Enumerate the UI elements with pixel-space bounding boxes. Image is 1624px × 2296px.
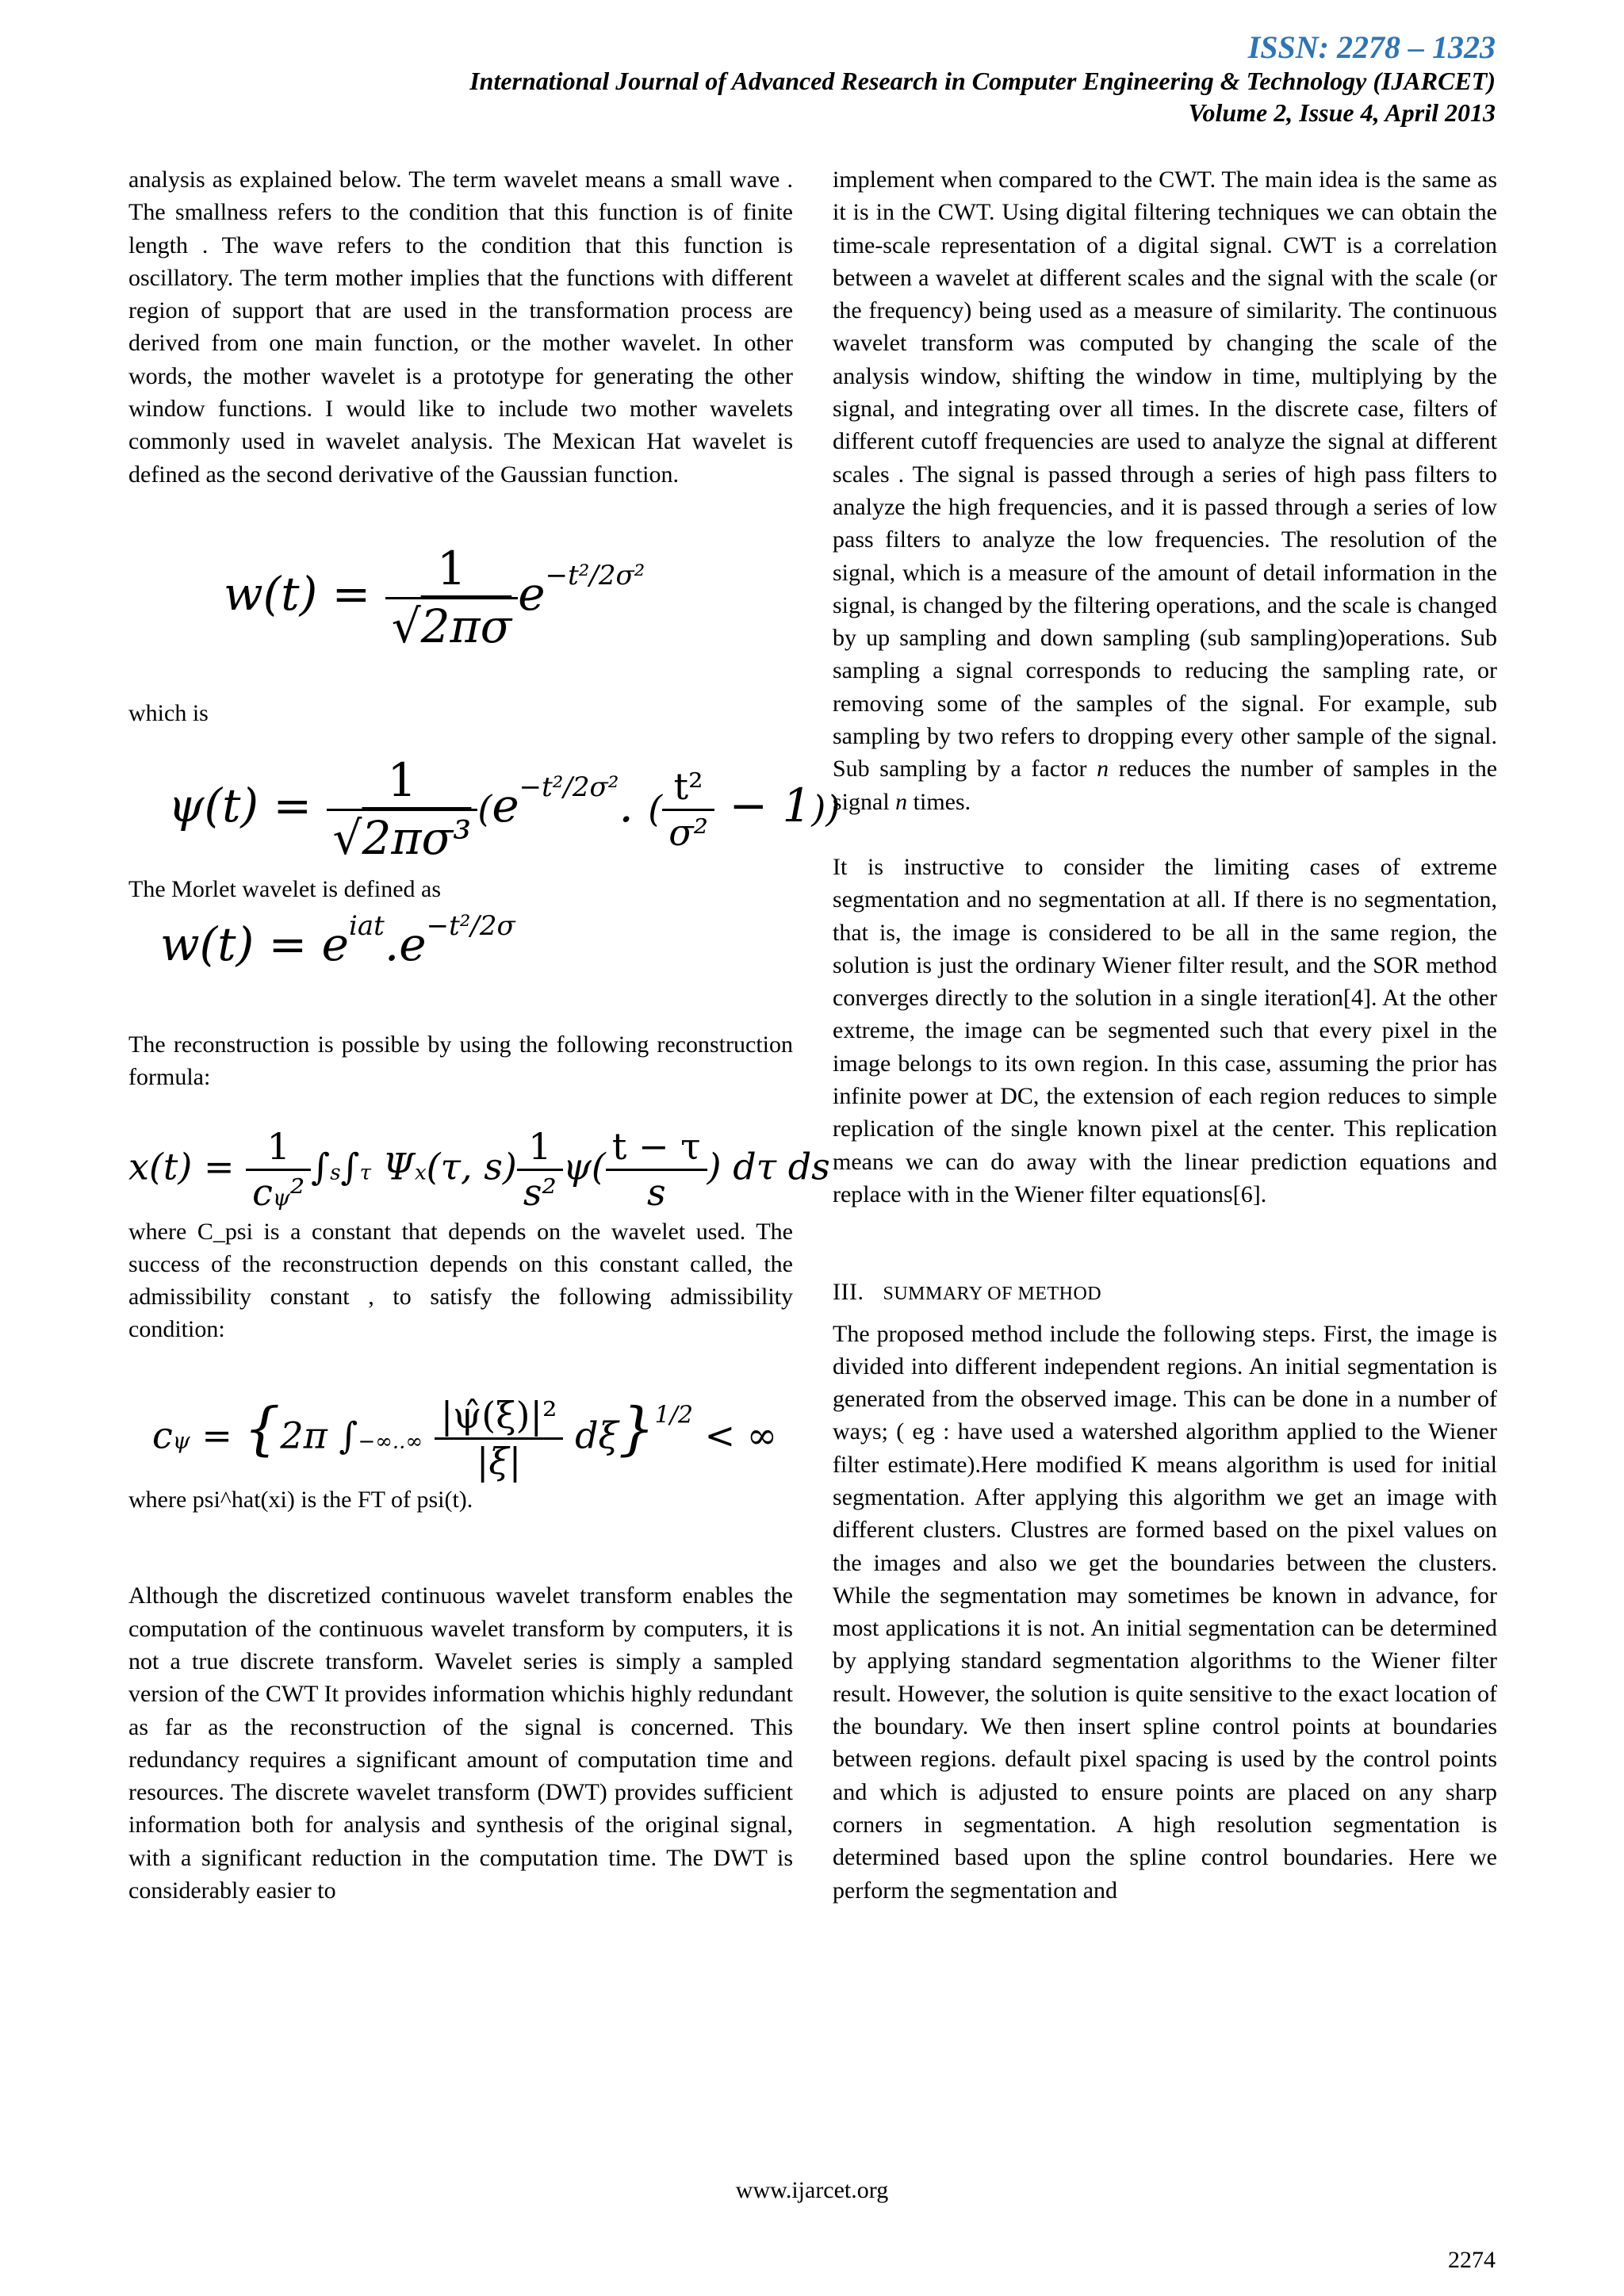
- equation-reconstruction: x(t) = $\frac{1}{\text{cψ²}}$ ∫s∫τ Ψx(τ, s) $\frac{1}{\text{s²}}$ ψ( $\frac{t - \tau}{s}$ ) dτ ds: [128, 1125, 830, 1215]
- text-psi-hat: where psi^hat(xi) is the FT of psi(t).: [128, 1487, 473, 1513]
- text-which-is: which is: [128, 700, 209, 727]
- paragraph-cwt-dwt: [833, 163, 1497, 818]
- issn-label: ISSN: 2278 – 1323: [1247, 29, 1496, 65]
- text-morlet-intro: The Morlet wavelet is defined as: [128, 875, 442, 902]
- left-column: [128, 163, 841, 1907]
- equation-mexican-hat: w(t) = $\frac{1}{√2\pi\sigma}$ $e^{-t^2/2\sigma^2}$: [224, 541, 645, 653]
- paragraph-cwt-text: implement when compared to the CWT. The main idea is the same as it is in the CWT. Using digital filtering techniques we can obtain the time-scale representation of a digital signal. CWT is a correlation between a wavelet at different scales and the signal with the scale (or the frequency) being used as a measure of similarity. The continuous wavelet transform was computed by changing the scale of the analysis window, shifting the window in time, multiplying by the signal, and integrating over all times. In the discrete case, filters of different cutoff frequencies are used to analyze the signal at different scales . The signal is passed through a series of high pass filters to analyze the high frequencies, and it is passed through a series of low pass filters to analyze the low frequencies. The resolution of the signal, which is a measure of the amount of detail information in the signal, is changed by the filtering operations, and the scale is changed by up sampling and down sampling (sub sampling)operations. Sub sampling a signal corresponds to reducing the sampling rate, or removing some of the samples of the signal. For example, sub sampling by two refers to dropping every other sample of the signal. Sub sampling by a factor: [833, 166, 1497, 783]
- section-title: SUMMARY OF METHOD: [883, 1284, 1102, 1305]
- equation-morlet: $w(t) = e^{iat}.e^{-t^2/2\sigma}$: [160, 909, 515, 971]
- variable-n: n: [895, 788, 908, 815]
- section-number: III.: [833, 1279, 864, 1306]
- section-heading: [833, 1276, 1497, 1311]
- paragraph-limiting-cases: It is instructive to consider the limiting cases of extreme segmentation and no segmentation at all. If there is no segmentation, that is, the image is considered to be all in the same region, the solution is just the ordinary Wiener filter result, and the SOR method converges directly to the solution in a single iteration[4]. At the other extreme, the image can be segmented such that every pixel in the image belongs to its own region. In this case, assuming the prior has infinite power at DC, the extension of each region reduces to simple replication of the single known pixel at the center. This replication means we can do away with the linear prediction equations and replace with in the Wiener filter equations[6].: [833, 853, 1497, 1207]
- paragraph-cwt-mid: reduces the number of samples in the signal: [833, 756, 1498, 815]
- volume-issue: Volume 2, Issue 4, April 2013: [1188, 98, 1496, 127]
- equation-admissibility: cψ = {2π ∫−∞..∞ $\frac{\text{|ψ̂(ξ)|²}}{|\xi|}$ dξ}$^{1/2}$ < ∞: [152, 1393, 778, 1483]
- equation-psi: ψ(t) = $\frac{1}{\text{√2πσ³}}$ ($e^{-t^2/2\sigma^2}$. ( $\frac{\text{t²}}{\text{σ²}}$ − 1)): [168, 753, 841, 866]
- page-number: 2274: [1448, 2247, 1496, 2273]
- paragraph-cwt-end: times.: [913, 788, 971, 815]
- journal-title: International Journal of Advanced Research in Computer Engineering & Technology (IJARCET): [469, 67, 1496, 95]
- paragraph-dwt: Although the discretized continuous wavelet transform enables the computation of the continuous wavelet transform by computers, it is not a true discrete transform. Wavelet series is simply a sampled version of the CWT It provides information whichis highly redundant as far as the reconstruction of the signal is concerned. This redundancy requires a significant amount of computation time and resources. The discrete wavelet transform (DWT) provides sufficient information both for analysis and synthesis of the original signal, with a significant reduction in the computation time. The DWT is considerably easier to: [128, 1582, 793, 1904]
- paragraph-wavelet-intro: analysis as explained below. The term wavelet means a small wave . The smallness refers to the condition that this function is of finite length . The wave refers to the condition that this function is oscillatory. The term mother implies that the functions with different region of support that are used in the transformation process are derived from one main function, or the mother wavelet. In other words, the mother wavelet is a prototype for generating the other window functions. I would like to include two mother wavelets commonly used in wavelet analysis. The Mexican Hat wavelet is defined as the second derivative of the Gaussian function.: [128, 166, 793, 488]
- footer-url: www.ijarcet.org: [735, 2177, 889, 2203]
- right-column: [833, 163, 1497, 1907]
- paragraph-method: The proposed method include the following steps. First, the image is divided into different independent regions. An initial segmentation is generated from the observed image. This can be done in a number of ways; ( eg : have used a watershed algorithm applied to the Wiener filter estimate).Here modified K means algorithm is used for initial segmentation. After applying this algorithm we get an image with different clusters. Clustres are formed based on the pixel values on the images and also we get the boundaries between the clusters. While the segmentation may sometimes be known in advance, for most applications it is not. An initial segmentation can be determined by applying standard segmentation algorithms to the Wiener filter result. However, the solution is quite sensitive to the exact location of the boundary. We then insert spline control points at boundaries between regions. default pixel spacing is used by the control points and which is adjusted to ensure points are placed on any sharp corners in segmentation. A high resolution segmentation is determined based upon the spline control boundaries. Here we perform the segmentation and: [833, 1320, 1497, 1904]
- paragraph-reconstruction: The reconstruction is possible by using the following reconstruction formula:: [128, 1031, 793, 1090]
- variable-n: n: [1097, 756, 1109, 783]
- paragraph-admissibility: where C_psi is a constant that depends on the wavelet used. The success of the reconstruction depends on this constant called, the admissibility constant , to satisfy the following admissibility condition:: [128, 1218, 793, 1343]
